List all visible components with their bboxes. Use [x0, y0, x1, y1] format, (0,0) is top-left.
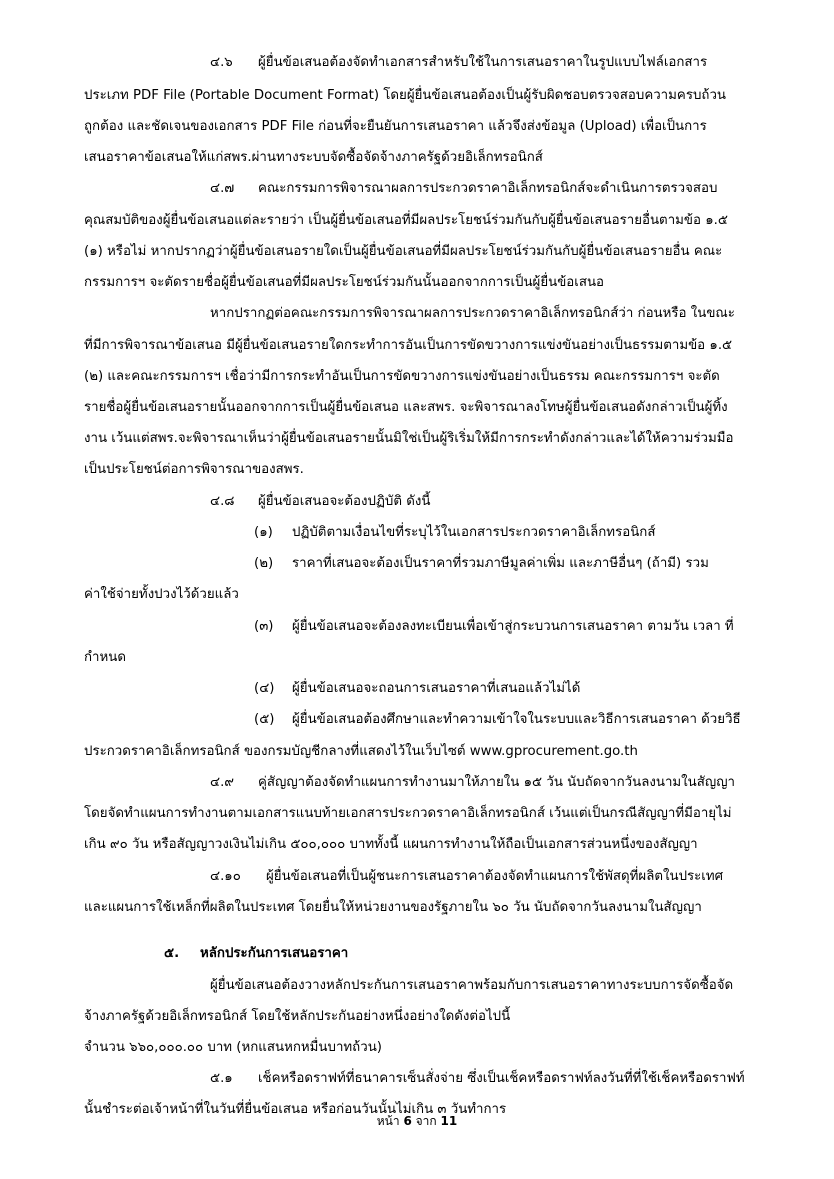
- section-5-line-1: ผู้ยื่นข้อเสนอต้องวางหลักประกันการเสนอราคาพร้อมกับการเสนอราคาทางระบบการจัดซื้อจัด: [210, 978, 734, 993]
- section-4-6-line-4: เสนอราคาข้อเสนอให้แก่สพร.ผ่านทางระบบจัดซื้อจัดจ้างภาครัฐด้วยอิเล็กทรอนิกส์: [84, 150, 543, 165]
- item-5-line-2: ประกวดราคาอิเล็กทรอนิกส์ ของกรมบัญชีกลางที่แสดงไว้ในเว็บไซต์ www.gprocurement.go.th: [84, 744, 638, 759]
- section-4-6-line-2: ประเภท PDF File (Portable Document Format) โดยผู้ยื่นข้อเสนอต้องเป็นผู้รับผิดชอบตรวจสอบความครบถ้วน: [84, 88, 727, 103]
- section-number-4-7: ๔.๗: [210, 181, 235, 196]
- item-1-line-1: ปฏิบัติตามเงื่อนไขที่ระบุไว้ในเอกสารประกวดราคาอิเล็กทรอนิกส์: [292, 525, 656, 540]
- section-4-10-line-1: ผู้ยื่นข้อเสนอที่เป็นผู้ชนะการเสนอราคาต้องจัดทำแผนการใช้พัสดุที่ผลิตในประเทศ: [266, 869, 724, 884]
- item-3-line-2: กำหนด: [84, 650, 127, 665]
- section-5-line-2: จ้างภาครัฐด้วยอิเล็กทรอนิกส์ โดยใช้หลักประกันอย่างหนึ่งอย่างใดดังต่อไปนี้: [84, 1009, 511, 1024]
- footer-of: จาก: [415, 1114, 437, 1128]
- section-5-1-number: ๕.๑: [210, 1071, 233, 1086]
- footer-page-number: 6: [403, 1114, 412, 1128]
- item-number-2: (๒): [254, 556, 274, 571]
- section-number-4-10: ๔.๑๐: [210, 869, 241, 884]
- section-5-number: ๕.: [164, 946, 180, 961]
- section-4-8-intro: ผู้ยื่นข้อเสนอจะต้องปฏิบัติ ดังนี้: [258, 494, 431, 509]
- section-4-9-line-1: คู่สัญญาต้องจัดทำแผนการทำงานมาให้ภายใน ๑๕ วัน นับถัดจากวันลงนามในสัญญา: [258, 775, 735, 790]
- item-2-line-2: ค่าใช้จ่ายทั้งปวงไว้ด้วยแล้ว: [84, 587, 239, 602]
- footer-prefix: หน้า: [376, 1114, 400, 1128]
- item-2-line-1: ราคาที่เสนอจะต้องเป็นราคาที่รวมภาษีมูลค่าเพิ่ม และภาษีอื่นๆ (ถ้ามี) รวม: [292, 556, 709, 571]
- section-number-4-8: ๔.๘: [210, 494, 235, 509]
- section-5-1-line-1: เช็คหรือดราฟท์ที่ธนาคารเซ็นสั่งจ่าย ซึ่งเป็นเช็คหรือดราฟท์ลงวันที่ที่ใช้เช็คหรือดราฟท์: [258, 1071, 745, 1086]
- section-4-7-line-4: กรรมการฯ จะตัดรายชื่อผู้ยื่นข้อเสนอที่มีผลประโยชน์ร่วมกันนั้นออกจากการเป็นผู้ยื่นข้อเสนอ: [84, 275, 605, 290]
- item-number-3: (๓): [254, 619, 274, 634]
- section-5-1-line-2: นั้นชำระต่อเจ้าหน้าที่ในวันที่ยื่นข้อเสนอ หรือก่อนวันนั้นไม่เกิน ๓ วันทำการ: [84, 1102, 507, 1117]
- section-4-6-line-3: ถูกต้อง และชัดเจนของเอกสาร PDF File ก่อนที่จะยืนยันการเสนอราคา แล้วจึงส่งข้อมูล (Upload) เพื่อเป็นการ: [84, 119, 707, 134]
- section-4-7-para2-line-2: ที่มีการพิจารณาข้อเสนอ มีผู้ยื่นข้อเสนอรายใดกระทำการอันเป็นการขัดขวางการแข่งขันอย่างเป็นธรรมตามข้อ ๑.๕: [84, 338, 733, 353]
- section-4-7-para2-line-4: รายชื่อผู้ยื่นข้อเสนอรายนั้นออกจากการเป็นผู้ยื่นข้อเสนอ และสพร. จะพิจารณาลงโทษผู้ยื่นข้อเสนอดังกล่าวเป็นผู้ทิ้ง: [84, 400, 728, 415]
- section-4-7-para2-line-3: (๒) และคณะกรรมการฯ เชื่อว่ามีการกระทำอันเป็นการขัดขวางการแข่งขันอย่างเป็นธรรม คณะกรรมการฯ จะตัด: [84, 369, 720, 384]
- item-number-5: (๕): [254, 712, 275, 727]
- item-5-line-1: ผู้ยื่นข้อเสนอต้องศึกษาและทำความเข้าใจในระบบและวิธีการเสนอราคา ด้วยวิธี: [292, 712, 741, 727]
- section-4-7-para2-line-1: หากปรากฏต่อคณะกรรมการพิจารณาผลการประกวดราคาอิเล็กทรอนิกส์ว่า ก่อนหรือ ในขณะ: [210, 306, 735, 321]
- section-5-title: หลักประกันการเสนอราคา: [200, 946, 349, 961]
- section-4-9-line-2: โดยจัดทำแผนการทำงานตามเอกสารแนบท้ายเอกสารประกวดราคาอิเล็กทรอนิกส์ เว้นแต่เป็นกรณีสัญญาที่มีอายุไม่: [84, 806, 732, 821]
- section-5-amount: จำนวน ๖๖๐,๐๐๐.๐๐ บาท (หกแสนหกหมื่นบาทถ้วน): [84, 1040, 382, 1055]
- section-4-7-line-2: คุณสมบัติของผู้ยื่นข้อเสนอแต่ละรายว่า เป็นผู้ยื่นข้อเสนอที่มีผลประโยชน์ร่วมกันกับผู้ยื่นข้อเสนอรายอื่นตามข้อ ๑.๕: [84, 213, 728, 228]
- section-4-10-line-2: และแผนการใช้เหล็กที่ผลิตในประเทศ โดยยื่นให้หน่วยงานของรัฐภายใน ๖๐ วัน นับถัดจากวันลงนามในสัญญา: [84, 900, 702, 915]
- item-3-line-1: ผู้ยื่นข้อเสนอจะต้องลงทะเบียนเพื่อเข้าสู่กระบวนการเสนอราคา ตามวัน เวลา ที่: [292, 619, 734, 634]
- footer-total-pages: 11: [440, 1114, 458, 1128]
- section-4-7-para2-line-6: เป็นประโยชน์ต่อการพิจารณาของสพร.: [84, 462, 304, 477]
- section-4-7-para2-line-5: งาน เว้นแต่สพร.จะพิจารณาเห็นว่าผู้ยื่นข้อเสนอรายนั้นมิใช่เป็นผู้ริเริ่มให้มีการกระทำดังกล่าวและได้ให้ความร่วมมือ: [84, 431, 734, 446]
- section-4-7-line-3: (๑) หรือไม่ หากปรากฏว่าผู้ยื่นข้อเสนอรายใดเป็นผู้ยื่นข้อเสนอที่มีผลประโยชน์ร่วมกันกับผู้ยื่นข้อเสนอรายอื่น คณะ: [84, 244, 723, 259]
- item-number-4: (๔): [254, 681, 275, 696]
- section-4-6-line-1: ผู้ยื่นข้อเสนอต้องจัดทำเอกสารสำหรับใช้ในการเสนอราคาในรูปแบบไฟล์เอกสาร: [258, 55, 708, 70]
- page-footer: [0, 1112, 834, 1130]
- section-4-9-line-3: เกิน ๙๐ วัน หรือสัญญาวงเงินไม่เกิน ๕๐๐,๐๐๐ บาททั้งนี้ แผนการทำงานให้ถือเป็นเอกสารส่วนหนึ่งของสัญญา: [84, 837, 698, 852]
- item-number-1: (๑): [254, 525, 273, 540]
- section-number-4-6: ๔.๖: [210, 55, 233, 70]
- item-4-line-1: ผู้ยื่นข้อเสนอจะถอนการเสนอราคาที่เสนอแล้วไม่ได้: [292, 681, 581, 696]
- section-number-4-9: ๔.๙: [210, 775, 235, 790]
- section-4-7-line-1: คณะกรรมการพิจารณาผลการประกวดราคาอิเล็กทรอนิกส์จะดำเนินการตรวจสอบ: [258, 181, 718, 196]
